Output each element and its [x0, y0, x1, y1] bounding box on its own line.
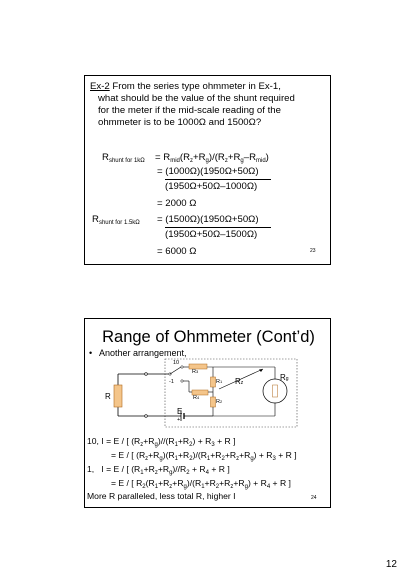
rshunt-1k-label: $R_{shunt for 1k\Omega}$ [102, 152, 145, 164]
label-rz: Rz [235, 377, 244, 386]
rshunt-1k-denominator: (1950Ω+50Ω–1000Ω) [165, 181, 258, 192]
range-label-1: -1 [169, 379, 174, 385]
example-label: Ex-2 [90, 81, 110, 92]
rshunt-1k-result: = 2000 Ω [157, 198, 197, 209]
question-line-4: ohmmeter is to be 1000Ω and 1500Ω? [98, 117, 262, 128]
question-line-3: for the meter if the mid-scale reading of the [98, 105, 281, 116]
equation-range-10-expanded: = E / [ $(R_z+R_g)(R_1+R_2)/(R_1+R_2+R_z+R_g) + R_3 + R$ ] [111, 450, 297, 462]
document-page-number: 12 [385, 559, 397, 570]
rshunt-1-5k-result: = 6000 Ω [157, 246, 197, 257]
rshunt-1-5k-label: $R_{shunt for 1.5k\Omega}$ [92, 214, 140, 226]
question-line-1: Ex-2 From the series type ohmmeter in Ex-1, [90, 81, 281, 92]
bullet-text: Another arrangement, [99, 348, 187, 358]
slide-24 [84, 318, 331, 508]
external-resistor-r [114, 385, 122, 407]
conclusion-text: More R paralleled, less total R, higher I [87, 491, 236, 501]
label-r: R [105, 392, 111, 401]
label-e: E [177, 407, 183, 416]
rshunt-formula: = $R_{mid}(R_z+R_g)/(R_z+R_g-R_{mid})$ [155, 152, 269, 164]
slide-page-number: 24 [311, 495, 317, 501]
label-r2: R2 [216, 399, 223, 405]
equation-range-1: 1, I = E / [ $(R_1+R_z+R_g)//R_2 + R_4 + R$ ] [87, 464, 230, 476]
resistor-r2 [211, 397, 216, 407]
label-rg: Rg [280, 373, 289, 382]
bullet-dot: • [89, 348, 93, 358]
terminal-top [145, 373, 148, 376]
resistor-r1 [211, 377, 216, 387]
equation-range-1-expanded: = E / [ $R_2(R_1+R_z+R_g)/(R_1+R_2+R_z+R_g) + R_4 + R$ ] [111, 478, 291, 490]
question-line-2: what should be the value of the shunt required [98, 93, 295, 104]
rshunt-1k-numerator: = (1000Ω)(1950Ω+50Ω) [157, 166, 259, 177]
fraction-bar [165, 227, 271, 228]
terminal-bottom [145, 415, 148, 418]
label-r1: R1 [216, 379, 223, 385]
label-r4: R4 [193, 395, 200, 401]
label-r3: R3 [192, 369, 199, 375]
switch-contact-1 [181, 380, 183, 382]
equation-range-10: 10, I = E / [ $(R_z+R_g)//(R_1+R_2) + R_3 + R$ ] [87, 436, 236, 448]
label-plus: + [177, 417, 181, 423]
slide-title: Range of Ohmmeter (Cont’d) [102, 328, 315, 346]
rshunt-1-5k-numerator: = (1500Ω)(1950Ω+50Ω) [157, 214, 259, 225]
range-label-10: 10 [173, 360, 180, 366]
slide-23 [84, 75, 331, 265]
range-switch [170, 367, 181, 374]
slide-page-number: 23 [310, 248, 316, 254]
switch-contact-10 [181, 366, 183, 368]
fraction-bar [165, 179, 271, 180]
rshunt-1-5k-denominator: (1950Ω+50Ω–1500Ω) [165, 229, 258, 240]
